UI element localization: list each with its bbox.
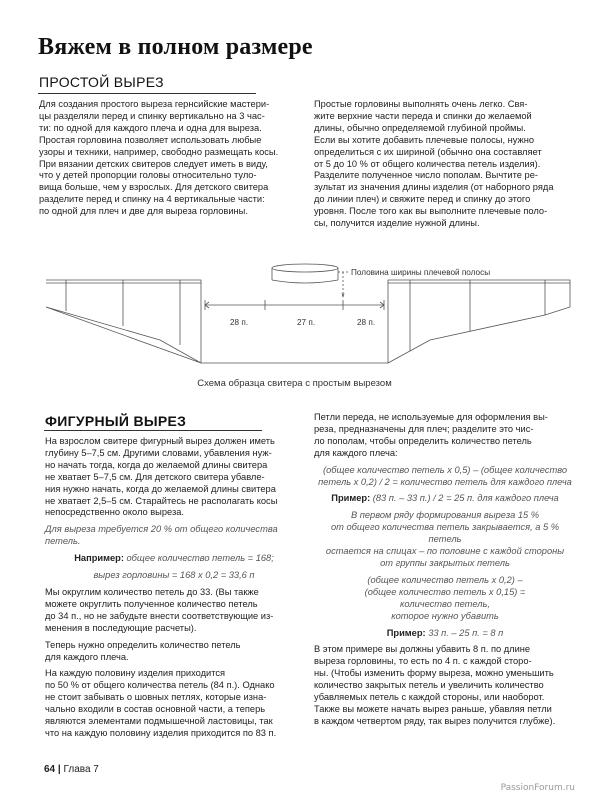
- example-text: 33 п. – 25 п. = 8 п: [425, 627, 504, 638]
- footer-separator: |: [57, 764, 61, 775]
- line: На каждую половину изделия приходится: [45, 668, 226, 679]
- line: разделите перед и спинку на 4 вертикальные части:: [39, 194, 265, 205]
- neck-bottom: [272, 280, 338, 283]
- shoulder-band-label: Половина ширины плечевой полосы: [351, 268, 491, 277]
- example-text: общее количество петель = 168;: [123, 553, 274, 564]
- line: петель х 0,2) / 2 = количество петель для каждого плеча: [318, 476, 572, 487]
- line: Простая горловина позволяет использовать любые: [39, 134, 262, 145]
- line: выреза горловины, то есть по 4 п. с каждой сторо-: [314, 656, 532, 667]
- neck-top: [272, 264, 338, 272]
- line: не хватает 5–7,5 см. Для детского свитера убавле-: [45, 471, 265, 482]
- page-title: Вяжем в полном размере: [38, 34, 313, 60]
- line: При вязании детских свитеров следует иметь в виду,: [39, 158, 268, 169]
- line: до 34 п., но не забудьте внести соответствующие из-: [45, 610, 274, 621]
- line: ти: по одной для каждого плеча и одна для выреза.: [39, 122, 262, 133]
- sweater-schematic: [0, 255, 589, 380]
- line: до линии плеч) и свяжите перед и спинку до этого: [314, 194, 531, 205]
- formula-text: Для выреза требуется 20 % от общего количества петель.: [45, 524, 278, 547]
- line: В первом ряду формирования выреза 15 %: [350, 510, 540, 521]
- leader-line: [338, 272, 348, 293]
- line: в каждом четвертом ряду, так вырез получится глубже).: [314, 715, 556, 726]
- line: жите верхние части переда и спинки до желаемой: [314, 110, 532, 121]
- page-footer: [44, 764, 99, 775]
- line: но начать тогда, когда до желаемой длины свитера: [45, 459, 268, 470]
- line: от общего количества петель закрывается, а 5 % петель: [330, 522, 560, 545]
- line: (общее количество петель х 0,2) –: [367, 574, 523, 585]
- line: для каждого плеча.: [45, 651, 129, 662]
- line: Мы округлим количество петель до 33. (Вы также: [45, 586, 259, 597]
- line: (общее количество петель х 0,15) =: [364, 586, 526, 597]
- line: не хватает 2,5–5 см. Старайтесь не располагать косы: [45, 495, 278, 506]
- example-label: Например:: [74, 553, 124, 564]
- line: уровня. После того как вы выполните плечевые поло-: [314, 206, 548, 217]
- line: чально входили в состав основной части, а теперь: [45, 704, 266, 715]
- simple-neck-right-column: [314, 99, 576, 230]
- line: что на каждую половину изделия приходится по 83 п.: [45, 727, 277, 738]
- line: для каждого плеча:: [314, 447, 398, 458]
- line: непосредственно около выреза.: [45, 507, 185, 518]
- formula-text: вырез горловины = 168 х 0,2 = 33,6 п: [93, 570, 255, 581]
- line: что у детей пропорции головы относительно тулo-: [39, 170, 257, 181]
- neck-sides: [272, 268, 338, 280]
- heading-rule: [44, 430, 262, 431]
- line: менения в последующие расчеты).: [45, 622, 197, 633]
- line: реза, предназначены для плеч; разделите это чис-: [314, 423, 534, 434]
- line: от группы закрытых петель: [380, 557, 510, 568]
- line: убавляемых петель с каждой стороны, или наоборот.: [314, 692, 545, 703]
- line: которое нужно убавить: [391, 610, 499, 621]
- example-label: Пример:: [386, 627, 426, 638]
- section-heading-simple-neck: ПРОСТОЙ ВЫРЕЗ: [39, 74, 164, 90]
- dim-label-right: 28 п.: [357, 318, 376, 327]
- line: не стоит забывать о шовных петлях, которые изна-: [45, 692, 267, 703]
- line: Петли переда, не используемые для оформления вы-: [314, 412, 548, 422]
- watermark: PassionForum.ru: [500, 783, 575, 793]
- line: зультат из значения длины изделия (от наборного ряда: [314, 182, 554, 193]
- line: количество закрытых петель и увеличить количество: [314, 680, 544, 691]
- line: Теперь нужно определить количество петель: [45, 639, 241, 650]
- line: глубину 5–7,5 см. Другими словами, убавления нуж-: [45, 447, 272, 458]
- heading-rule: [38, 93, 256, 94]
- line: длины, обычно определяемой глубиной проймы.: [314, 122, 526, 133]
- shaped-neck-right-column: [314, 412, 576, 733]
- line: являются элементами подмышечной ластовицы, так: [45, 716, 273, 727]
- line: ло пополам, чтобы определить количество петель: [314, 435, 532, 446]
- sleeve-left-lines: [66, 280, 180, 345]
- dim-label-mid: 27 п.: [297, 318, 316, 327]
- line: можете округлить полученное количество петель: [45, 598, 258, 609]
- line: В этом примере вы должны убавить 8 п. по длине: [314, 644, 531, 655]
- chapter-label: Глава 7: [63, 764, 99, 775]
- line: от 5 до 10 % от общего количества петель изделия).: [314, 158, 541, 169]
- simple-neck-left-column: [39, 99, 297, 218]
- line: ны. (Чтобы изменить форму выреза, можно уменьшить: [314, 668, 554, 679]
- line: На взрослом свитере фигурный вырез должен иметь: [45, 436, 275, 446]
- line: цы разделяли перед и спинку вертикально на 3 час-: [39, 110, 265, 121]
- line: узоры и техники, например, свободно размещать косы.: [39, 146, 279, 157]
- diagram-caption: Схема образца свитера с простым вырезом: [197, 378, 392, 389]
- line: сы, получится изделие нужной длины.: [314, 218, 480, 229]
- line: Разделите полученное число пополам. Вычтите ре-: [314, 170, 538, 181]
- line: определиться с их шириной (обычно она составляет: [314, 146, 542, 157]
- line: по одной для плеч и две для выреза горловины.: [39, 206, 248, 217]
- section-heading-shaped-neck: ФИГУРНЫЙ ВЫРЕЗ: [45, 413, 187, 429]
- line: по 50 % от общего количества петель (84 п.). Однако: [45, 680, 275, 691]
- line: Простые горловины выполнять очень легко. Свя-: [314, 99, 528, 109]
- shaped-neck-left-column: [45, 436, 303, 745]
- line: вища больше, чем у взрослых. Для детского свитера: [39, 182, 269, 193]
- example-text: (83 п. – 33 п.) / 2 = 25 п. для каждого плеча: [370, 493, 559, 504]
- example-label: Пример:: [331, 493, 371, 504]
- line: количество петель,: [400, 598, 490, 609]
- line: остается на спицах – по половине с каждой стороны: [325, 546, 565, 557]
- line: Если вы хотите добавить плечевые полосы, нужно: [314, 134, 535, 145]
- page-number: 64: [44, 764, 56, 775]
- line: ния нужно начать, когда до желаемой длины свитера: [45, 483, 276, 494]
- line: Для создания простого выреза гернсийские мастери-: [39, 99, 270, 109]
- line: Также вы можете начать вырез раньше, убавляя петли: [314, 703, 552, 714]
- dim-label-left: 28 п.: [230, 318, 249, 327]
- line: (общее количество петель х 0,5) – (общее количество: [322, 464, 568, 475]
